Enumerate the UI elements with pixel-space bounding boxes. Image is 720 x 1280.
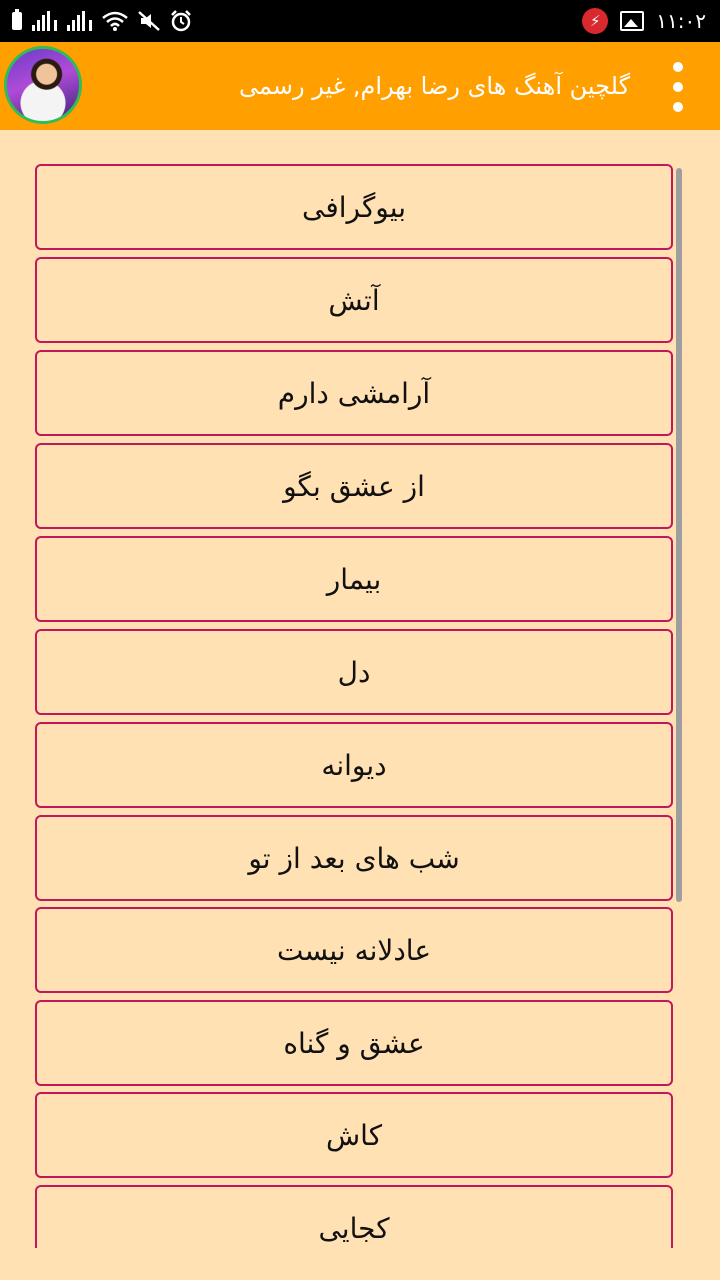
list-item-biography[interactable]: بیوگرافی: [35, 164, 673, 250]
avatar[interactable]: [4, 46, 82, 124]
scrollbar[interactable]: [676, 168, 682, 902]
clock: ۱۱:۰۲: [656, 9, 706, 33]
list-item[interactable]: از عشق بگو: [35, 443, 673, 529]
gallery-icon: [620, 11, 644, 31]
mute-icon: [138, 11, 160, 31]
signal-icon-2: l: [67, 11, 92, 31]
list-item[interactable]: عادلانه نیست: [35, 907, 673, 993]
song-list[interactable]: [35, 164, 675, 1248]
list-item[interactable]: کاش: [35, 1092, 673, 1178]
list-item[interactable]: کجایی: [35, 1185, 673, 1248]
list-item[interactable]: شب های بعد از تو: [35, 815, 673, 901]
signal-icon: l: [32, 11, 57, 31]
list-item[interactable]: عشق و گناه: [35, 1000, 673, 1086]
app-title: گلچین آهنگ های رضا بهرام, غیر رسمی: [239, 72, 630, 100]
status-icons-right: [582, 0, 706, 42]
list-item[interactable]: بیمار: [35, 536, 673, 622]
wifi-icon: [102, 11, 128, 31]
app-bar: [0, 42, 720, 130]
list-item[interactable]: آرامشی دارم: [35, 350, 673, 436]
list-item[interactable]: دیوانه: [35, 722, 673, 808]
battery-icon: [12, 12, 22, 30]
status-bar: [0, 0, 720, 42]
overflow-menu-icon[interactable]: [664, 62, 692, 112]
status-icons-left: [12, 0, 192, 42]
list-item[interactable]: آتش: [35, 257, 673, 343]
alarm-icon: [170, 10, 192, 32]
battery-saver-icon: ⚡: [582, 8, 608, 34]
list-item[interactable]: دل: [35, 629, 673, 715]
